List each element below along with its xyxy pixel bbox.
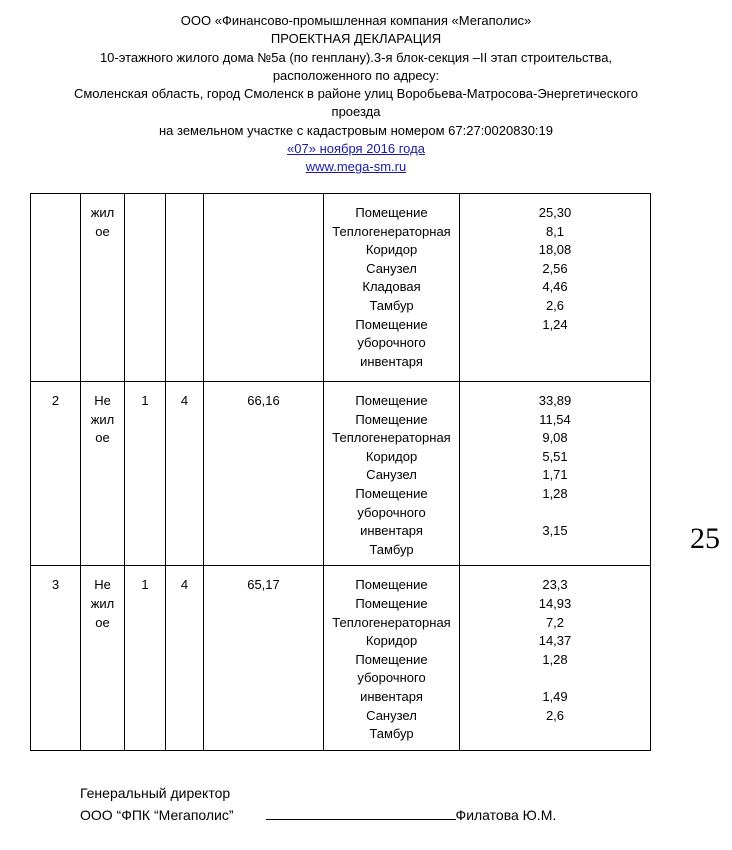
room-names-cell-line: Помещение bbox=[355, 595, 428, 611]
room-names-cell bbox=[324, 382, 460, 566]
room-areas-cell-line: 23,3 bbox=[542, 577, 568, 593]
room-areas-cell-line bbox=[462, 669, 648, 688]
row-number-cell bbox=[31, 194, 81, 382]
room-names-cell-line: Тамбур bbox=[369, 541, 414, 557]
room-names-cell-line: Помещение bbox=[355, 316, 428, 332]
premises-type-cell-line: Не bbox=[94, 577, 111, 593]
room-areas-cell-line: 1,28 bbox=[542, 651, 568, 667]
room-areas-cell-line: 1,28 bbox=[542, 485, 568, 501]
premises-table bbox=[30, 193, 651, 751]
room-names-cell-line: Кладовая bbox=[362, 279, 421, 295]
room-areas-cell-line: 8,1 bbox=[545, 223, 565, 239]
room-names-cell-line: уборочного bbox=[357, 504, 426, 520]
project-description: 10-этажного жилого дома №5а (по генплану).3-я блок-секция –II этап строительства, bbox=[99, 49, 613, 65]
room-areas-cell-line: 3,15 bbox=[542, 523, 568, 539]
room-names-cell-line: Коридор bbox=[365, 448, 418, 464]
premises-type-cell-line: жил bbox=[90, 411, 115, 427]
room-areas-cell-line: 18,08 bbox=[538, 242, 572, 258]
room-names-cell-line: уборочного bbox=[357, 670, 426, 686]
room-names-cell-line: Тамбур bbox=[369, 297, 414, 313]
room-areas-cell-line: 5,51 bbox=[542, 448, 568, 464]
room-areas-cell-line: 1,24 bbox=[542, 316, 568, 332]
document-title: ПРОЕКТНАЯ ДЕКЛАРАЦИЯ bbox=[270, 31, 442, 47]
page-number: 25 bbox=[690, 522, 720, 555]
website-link[interactable]: www.mega-sm.ru bbox=[305, 159, 407, 175]
total-area-cell: 66,16 bbox=[204, 382, 324, 566]
room-areas-cell-line: 9,08 bbox=[542, 430, 568, 446]
room-areas-cell-line: 2,56 bbox=[542, 260, 568, 276]
room-areas-cell-line: 14,93 bbox=[538, 595, 572, 611]
premises-type-cell bbox=[81, 194, 125, 382]
table-row bbox=[31, 566, 651, 750]
table-row bbox=[31, 382, 651, 566]
signatory-position: Генеральный директор bbox=[80, 785, 231, 801]
section-cell: 1 bbox=[125, 566, 166, 750]
signatory-company: ООО “ФПК “Мегаполис” bbox=[80, 807, 234, 823]
room-areas-cell-line: 2,6 bbox=[545, 297, 565, 313]
room-names-cell-line: инвентаря bbox=[360, 688, 423, 704]
room-names-cell-line: Теплогенераторная bbox=[332, 614, 451, 630]
room-names-cell-line: Теплогенераторная bbox=[332, 430, 451, 446]
premises-type-cell-line: ое bbox=[95, 614, 110, 630]
room-areas-cell-line: 14,37 bbox=[538, 633, 572, 649]
section-cell bbox=[125, 194, 166, 382]
table-row bbox=[31, 194, 651, 382]
row-number-cell: 2 bbox=[31, 382, 81, 566]
room-names-cell-line: Коридор bbox=[365, 242, 418, 258]
project-location-label: расположенного по адресу: bbox=[272, 67, 440, 83]
room-names-cell-line: Помещение bbox=[355, 577, 428, 593]
room-areas-cell bbox=[460, 566, 651, 750]
premises-type-cell-line: жил bbox=[90, 595, 115, 611]
room-names-cell-line: Теплогенераторная bbox=[332, 223, 451, 239]
room-names-cell-line: уборочного bbox=[357, 335, 426, 351]
room-areas-cell-line: 1,71 bbox=[542, 467, 568, 483]
address-line: Смоленская область, город Смоленск в районе улиц Воробьева-Матросова-Энергетического bbox=[73, 86, 639, 102]
section-cell: 1 bbox=[125, 382, 166, 566]
signatory-name: Филатова Ю.М. bbox=[455, 807, 557, 823]
room-areas-cell-line: 25,30 bbox=[538, 205, 572, 220]
room-names-cell-line: инвентаря bbox=[360, 523, 423, 539]
room-names-cell-line: Помещение bbox=[355, 393, 428, 408]
room-areas-cell-line: 7,2 bbox=[545, 614, 565, 630]
cadastre-number: на земельном участке с кадастровым номером 67:27:0020830:19 bbox=[158, 122, 553, 138]
room-names-cell-line: Помещение bbox=[355, 411, 428, 427]
total-area-cell bbox=[204, 194, 324, 382]
room-names-cell-line: инвентаря bbox=[360, 353, 423, 369]
company-name: ООО «Финансово-промышленная компания «Мегаполис» bbox=[180, 13, 532, 28]
room-names-cell-line: Коридор bbox=[365, 633, 418, 649]
date-link[interactable]: «07» ноября 2016 года bbox=[287, 141, 425, 157]
signature-line bbox=[266, 805, 456, 820]
room-names-cell bbox=[324, 566, 460, 750]
room-areas-cell bbox=[460, 194, 651, 382]
room-areas-cell-line: 2,6 bbox=[545, 707, 565, 723]
room-names-cell-line: Санузел bbox=[366, 707, 417, 723]
room-areas-cell-line: 1,49 bbox=[542, 688, 568, 704]
room-names-cell bbox=[324, 194, 460, 382]
premises-type-cell-line: жил bbox=[90, 205, 115, 220]
room-names-cell-line: Санузел bbox=[366, 260, 417, 276]
room-names-cell-line: Помещение bbox=[355, 205, 428, 220]
total-area-cell: 65,17 bbox=[204, 566, 324, 750]
floor-cell: 4 bbox=[166, 382, 204, 566]
room-names-cell-line: Тамбур bbox=[369, 726, 414, 742]
row-number-cell: 3 bbox=[31, 566, 81, 750]
room-areas-cell bbox=[460, 382, 651, 566]
room-names-cell-line: Помещение bbox=[355, 651, 428, 667]
address-line-continued: проезда bbox=[331, 104, 381, 120]
room-areas-cell-line: 4,46 bbox=[542, 279, 568, 295]
room-areas-cell-line: 11,54 bbox=[539, 411, 571, 427]
premises-type-cell bbox=[81, 566, 125, 750]
room-areas-cell-line bbox=[462, 504, 648, 523]
document-header bbox=[0, 12, 712, 177]
premises-type-cell bbox=[81, 382, 125, 566]
room-names-cell-line: Санузел bbox=[366, 467, 417, 483]
signature-block bbox=[80, 782, 556, 826]
floor-cell bbox=[166, 194, 204, 382]
room-areas-cell-line: 33,89 bbox=[538, 393, 572, 408]
premises-type-cell-line: Не bbox=[94, 393, 111, 408]
premises-type-cell-line: ое bbox=[95, 430, 110, 446]
premises-type-cell-line: ое bbox=[95, 223, 110, 239]
room-names-cell-line: Помещение bbox=[355, 485, 428, 501]
floor-cell: 4 bbox=[166, 566, 204, 750]
